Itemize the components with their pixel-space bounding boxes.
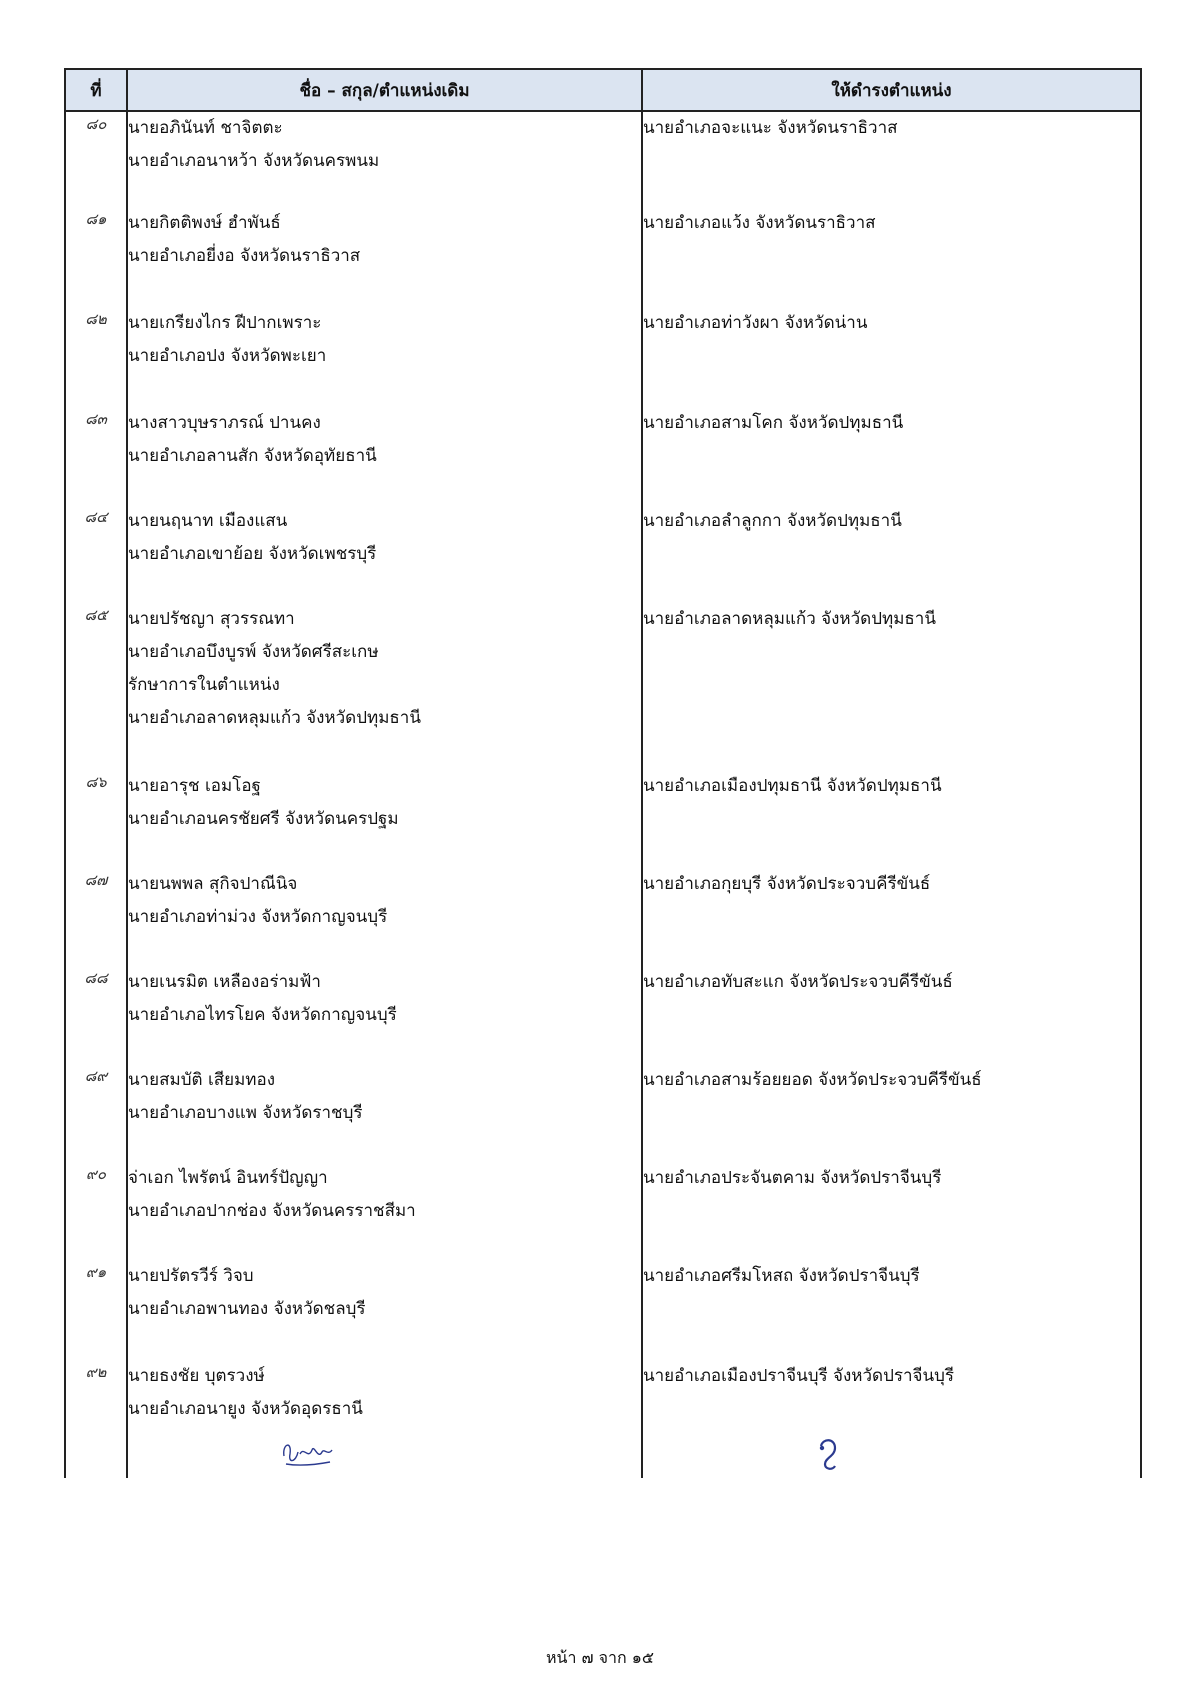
table-row [65,1064,1141,1162]
new-position-cell [642,603,1141,770]
old-position-line: นายอำเภอนายูง จังหวัดอุดรธานี [128,1399,363,1419]
table-row [65,505,1141,603]
row-number: ๙๐ [65,1162,127,1260]
name-old-position-cell [127,603,642,770]
old-position-line: นายอำเภอปง จังหวัดพะเยา [128,346,327,366]
name-old-position-cell [127,1064,642,1162]
name-old-position-cell [127,505,642,603]
person-name: นายธงชัย บุตรวงษ์ [128,1366,265,1386]
name-old-position-cell [127,407,642,505]
row-number: ๘๖ [65,770,127,868]
new-position: นายอำเภอศรีมโหสถ จังหวัดปราจีนบุรี [643,1266,920,1286]
new-position: นายอำเภอประจันตคาม จังหวัดปราจีนบุรี [643,1168,942,1188]
new-position-cell [642,1360,1141,1430]
new-position: นายอำเภอเมืองปทุมธานี จังหวัดปทุมธานี [643,776,942,796]
new-position: นายอำเภอแว้ง จังหวัดนราธิวาส [643,213,876,233]
table-row [65,407,1141,505]
old-position-line: นายอำเภอบึงบูรพ์ จังหวัดศรีสะเกษ [128,642,379,662]
row-number: ๘๒ [65,307,127,407]
table-row [65,111,1141,207]
old-position-line: นายอำเภอยี่งอ จังหวัดนราธิวาส [128,246,361,266]
header-new-position: ให้ดำรงตำแหน่ง [642,69,1141,111]
table-row [65,207,1141,307]
name-old-position-cell [127,207,642,307]
table-header-row [65,69,1141,111]
header-no: ที่ [65,69,127,111]
table-body [65,111,1141,1478]
person-name: นายกิตติพงษ์ ฮำพันธ์ [128,213,281,233]
row-number: ๘๓ [65,407,127,505]
new-position-cell [642,770,1141,868]
old-position-line: นายอำเภอพานทอง จังหวัดชลบุรี [128,1299,366,1319]
row-number: ๙๑ [65,1260,127,1360]
table-row [65,966,1141,1064]
new-position: นายอำเภอกุยบุรี จังหวัดประจวบคีรีขันธ์ [643,874,931,894]
name-old-position-cell [127,1360,642,1430]
table-row [65,603,1141,770]
new-position: นายอำเภอลาดหลุมแก้ว จังหวัดปทุมธานี [643,609,936,629]
row-number: ๘๕ [65,603,127,770]
old-position-line: นายอำเภอท่าม่วง จังหวัดกาญจนบุรี [128,907,388,927]
row-number: ๘๙ [65,1064,127,1162]
person-name: นางสาวบุษราภรณ์ ปานคง [128,413,321,433]
new-position: นายอำเภอลำลูกกา จังหวัดปทุมธานี [643,511,902,531]
appointment-table [64,68,1142,1478]
row-number: ๘๑ [65,207,127,307]
old-position-line: นายอำเภอนาหว้า จังหวัดนครพนม [128,151,380,171]
new-position: นายอำเภอสามร้อยยอด จังหวัดประจวบคีรีขันธ์ [643,1070,982,1090]
new-position-cell [642,1260,1141,1360]
new-position-cell [642,1162,1141,1260]
new-position: นายอำเภอท่าวังผา จังหวัดน่าน [643,313,868,333]
old-position-line: นายอำเภอบางแพ จังหวัดราชบุรี [128,1103,363,1123]
new-position: นายอำเภอจะแนะ จังหวัดนราธิวาส [643,118,898,138]
new-position-cell [642,966,1141,1064]
person-name: จ่าเอก ไพรัตน์ อินทร์ปัญญา [128,1168,328,1188]
new-position-cell [642,1064,1141,1162]
old-position-line: นายอำเภอลานสัก จังหวัดอุทัยธานี [128,446,377,466]
old-position-line: นายอำเภอไทรโยค จังหวัดกาญจนบุรี [128,1005,397,1025]
name-old-position-cell [127,111,642,207]
new-position: นายอำเภอสามโคก จังหวัดปทุมธานี [643,413,904,433]
page-number: หน้า ๗ จาก ๑๕ [545,1648,655,1667]
old-position-line: นายอำเภอปากช่อง จังหวัดนครราชสีมา [128,1201,416,1221]
table-row [65,1260,1141,1360]
person-name: นายสมบัติ เสียมทอง [128,1070,276,1090]
person-name: นายนฤนาท เมืองแสน [128,511,288,531]
new-position-cell [642,505,1141,603]
new-position-cell [642,111,1141,207]
new-position: นายอำเภอเมืองปราจีนบุรี จังหวัดปราจีนบุรี [643,1366,955,1386]
signature-row [65,1430,1141,1478]
person-name: นายนพพล สุกิจปาณีนิจ [128,874,298,894]
old-position-line: นายอำเภอลาดหลุมแก้ว จังหวัดปทุมธานี [128,708,421,728]
table-row [65,307,1141,407]
table-row [65,770,1141,868]
handwritten-initial [813,1434,843,1474]
name-old-position-cell [127,770,642,868]
old-position-line: รักษาการในตำแหน่ง [128,675,280,695]
row-number: ๘๗ [65,868,127,966]
new-position-cell [642,207,1141,307]
new-position-cell [642,868,1141,966]
row-number: ๘๘ [65,966,127,1064]
person-name: นายเกรียงไกร ฝีปากเพราะ [128,313,322,333]
person-name: นายอภินันท์ ชาจิตตะ [128,118,283,138]
person-name: นายเนรมิต เหลืองอร่ามฟ้า [128,972,321,992]
header-name-old: ชื่อ – สกุล/ตำแหน่งเดิม [127,69,642,111]
row-number: ๘๔ [65,505,127,603]
name-old-position-cell [127,307,642,407]
empty-cell [65,1430,127,1478]
old-position-line: นายอำเภอนครชัยศรี จังหวัดนครปฐม [128,809,399,829]
handwritten-signature [278,1434,338,1470]
table-row [65,1360,1141,1430]
new-position: นายอำเภอทับสะแก จังหวัดประจวบคีรีขันธ์ [643,972,953,992]
name-old-position-cell [127,868,642,966]
name-old-position-cell [127,1162,642,1260]
old-position-line: นายอำเภอเขาย้อย จังหวัดเพชรบุรี [128,544,377,564]
table-row [65,868,1141,966]
person-name: นายปรัตรวีร์ วิจบ [128,1266,254,1286]
person-name: นายอารุช เอมโอฐ [128,776,261,796]
person-name: นายปรัชญา สุวรรณทา [128,609,295,629]
signature-cell-right [642,1430,1141,1478]
signature-cell-left [127,1430,642,1478]
name-old-position-cell [127,1260,642,1360]
new-position-cell [642,307,1141,407]
row-number: ๙๒ [65,1360,127,1430]
row-number: ๘๐ [65,111,127,207]
name-old-position-cell [127,966,642,1064]
table-row [65,1162,1141,1260]
new-position-cell [642,407,1141,505]
